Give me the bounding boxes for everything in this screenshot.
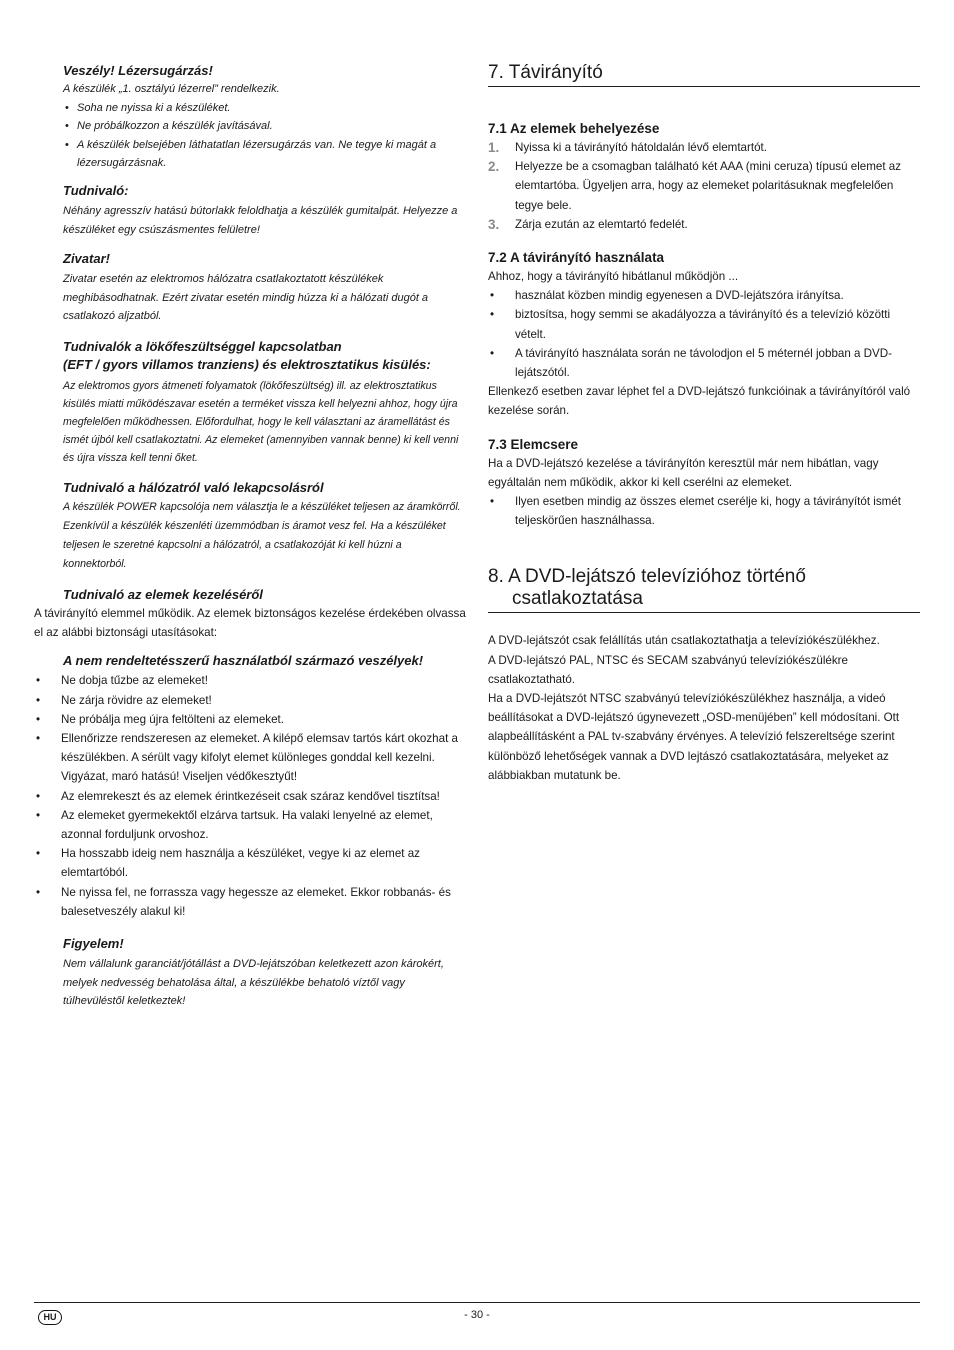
left-column	[34, 62, 466, 1011]
laser-warning-list	[63, 99, 466, 173]
list-item: • Soha ne nyissa ki a készüléket.	[63, 99, 466, 118]
chapter-8-paragraph: Ha a DVD-lejátszót NTSC szabványú televíziókészülékhez használja, a videó beállításokat a DVD-lejátszó úgynevezett „OSD-menüjében” kell módosítani. Ott alapbeállításként a PAL tv-szabvány érvényes. A televízió felszereltsége szerint különböző lehetőségek vannak a DVD lejtászó csatlakoztatására, melyeket az alábbiakban mutatunk be.	[488, 692, 900, 782]
attention-section	[34, 935, 466, 1011]
section-7-2	[488, 249, 920, 421]
footer-divider	[34, 1302, 920, 1303]
list-item: • A készülék belsejében láthatatlan lézersugárzás van. Ne tegye ki magát a lézersugárzásnak.	[63, 136, 466, 173]
section-7-3-text: Ha a DVD-lejátszó kezelése a távirányítón keresztül már nem hibátlan, vagy egyáltalán nem működik, akkor ki kell cserélni az elemeket.	[488, 456, 879, 489]
misuse-title: A nem rendeltetésszerű használatból származó veszélyek!	[63, 653, 424, 669]
chapter-8-paragraph: A DVD-lejátszót csak felállítás után csatlakoztathatja a televíziókészülékhez.	[488, 634, 880, 648]
list-item: • A távirányító használata során ne távolodjon el 5 méternél jobban a DVD-lejátszótól.	[488, 344, 920, 382]
section-7-3-title: 7.3 Elemcsere	[488, 436, 579, 452]
chapter-8-body	[488, 631, 920, 785]
insert-batteries-steps	[488, 138, 920, 234]
list-item: • Az elemeket gyermekektől elzárva tartsuk. Ha valaki lenyelné az elemet, azonnal forduljunk orvoshoz.	[34, 806, 466, 844]
step-number: 2.	[488, 159, 500, 175]
right-column	[488, 62, 920, 785]
attention-title: Figyelem!	[63, 935, 124, 951]
step-text: Helyezze be a csomagban található két AAA (mini ceruza) típusú elemet az elemtartóba. Ügyeljen arra, hogy az elemeket polaritásuknak megfelelően tegye bele.	[515, 160, 902, 212]
section-7-3	[488, 436, 920, 531]
note-title: Tudnivaló:	[63, 182, 129, 198]
batteries-section	[34, 586, 466, 642]
laser-warning-intro: A készülék „1. osztályú lézerrel” rendelkezik.	[63, 83, 280, 95]
mains-text: A készülék POWER kapcsolója nem választja le a készüléket teljesen az áramkörről. Ezenkívül a készülék készenléti üzemmódban is áramot vesz fel. Ha a készüléket teljesen le szeretné kapcsolni a hálózatról, a csatlakozóját ki kell húzni a konnektorból.	[63, 500, 461, 570]
storm-title: Zivatar!	[63, 251, 110, 267]
step-text: Zárja ezután az elemtartó fedelét.	[515, 217, 688, 231]
list-item: • Ne próbálja meg újra feltölteni az elemeket.	[34, 710, 466, 729]
language-badge: HU	[38, 1310, 62, 1325]
surge-title-line1: Tudnivalók a lökőfeszültséggel kapcsolatban	[63, 338, 342, 354]
step-item	[488, 215, 920, 234]
surge-title-line2: (EFT / gyors villamos tranziens) és elektrosztatikus kisülés:	[63, 356, 431, 372]
page-number: - 30 -	[464, 1309, 490, 1321]
laser-warning-title: Veszély! Lézersugárzás!	[63, 63, 213, 78]
note-text: Néhány agresszív hatású bútorlakk feloldhatja a készülék gumitalpát. Helyezze a készüléket egy csúszásmentes felületre!	[63, 204, 458, 236]
storm-section	[34, 250, 466, 326]
batteries-text: A távirányító elemmel működik. Az elemek biztonságos kezelése érdekében olvassa el az alábbi biztonsági utasításokat:	[34, 606, 466, 640]
section-7-1	[488, 120, 920, 234]
list-item: • használat közben mindig egyenesen a DVD-lejátszóra irányítsa.	[488, 286, 920, 305]
list-item: • Ne dobja tűzbe az elemeket!	[34, 671, 466, 690]
chapter-7-title: 7. Távirányító	[488, 62, 920, 87]
list-item: • biztosítsa, hogy semmi se akadályozza a távirányító és a televízió közötti vételt.	[488, 305, 920, 343]
list-item: • Ne zárja rövidre az elemeket!	[34, 691, 466, 710]
chapter-8-title-line1: 8. A DVD-lejátszó televízióhoz történő	[488, 566, 806, 588]
section-7-2-outro: Ellenkező esetben zavar léphet fel a DVD-lejátszó funkcióinak a távirányítóról való kezelése során.	[488, 385, 911, 418]
laser-warning-section	[34, 62, 466, 173]
note-section	[34, 182, 466, 239]
chapter-8-title	[488, 566, 920, 613]
remote-usage-list	[488, 286, 920, 382]
surge-section	[34, 338, 466, 467]
attention-text: Nem vállalunk garanciát/jótállást a DVD-lejátszóban keletkezett azon károkért, melyek nedvesség behatolása által, a készülékbe behatoló víztől vagy túlhevüléstől keletkeztek!	[63, 957, 444, 1008]
section-7-2-intro: Ahhoz, hogy a távirányító hibátlanul működjön ...	[488, 270, 739, 284]
list-item: • Az elemrekeszt és az elemek érintkezéseit csak száraz kendővel tisztítsa!	[34, 787, 466, 806]
list-item: • Ne nyissa fel, ne forrassza vagy hegessze az elemeket. Ekkor robbanás- és balesetveszély alakul ki!	[34, 883, 466, 921]
surge-text: Az elektromos gyors átmeneti folyamatok (lökőfeszültség) ill. az elektrosztatikus kisülés miatti működészavar esetén a terméket vissza kell helyezni ahhoz, hogy újra megfelelően működhessen. Előfordulhat, hogy le kell választani az áramellátást és ismét újból kell csatlakoztatni. Az elemeket (amennyiben vannak benne) ki kell venni és újra vissza kell tenni őket.	[63, 379, 459, 464]
step-item	[488, 157, 920, 215]
step-item	[488, 138, 920, 157]
section-7-1-title: 7.1 Az elemek behelyezése	[488, 121, 660, 136]
chapter-8-title-line2: csatlakoztatása	[512, 588, 643, 610]
batteries-title: Tudnivaló az elemek kezeléséről	[63, 586, 263, 602]
list-item: • Ellenőrizze rendszeresen az elemeket. A kilépő elemsav tartós kárt okozhat a készülékben. A sérült vagy kifolyt elemet különleges gonddal kell kezelni. Vigyázat, maró hatású! Viseljen védőkesztyűt!	[34, 729, 466, 787]
step-number: 1.	[488, 140, 500, 155]
list-item: • Ne próbálkozzon a készülék javításával.	[63, 117, 466, 136]
step-number: 3.	[488, 216, 500, 232]
chapter-8-paragraph: A DVD-lejátszó PAL, NTSC és SECAM szabványú televíziókészülékre csatlakoztatható.	[488, 653, 848, 686]
mains-title: Tudnivaló a hálózatról való lekapcsolásról	[63, 479, 324, 495]
mains-section	[34, 479, 466, 574]
step-text: Nyissa ki a távirányító hátoldalán lévő elemtartót.	[515, 141, 767, 154]
section-7-2-title: 7.2 A távirányító használata	[488, 250, 665, 266]
list-item: • Ilyen esetben mindig az összes elemet cserélje ki, hogy a távirányítót ismét teljeskörűen használhassa.	[488, 492, 920, 530]
battery-replace-list	[488, 492, 920, 530]
misuse-list	[34, 671, 466, 921]
list-item: • Ha hosszabb ideig nem használja a készüléket, vegye ki az elemet az elemtartóból.	[34, 844, 466, 882]
misuse-section	[34, 652, 466, 921]
storm-text: Zivatar esetén az elektromos hálózatra csatlakoztatott készülékek meghibásodhatnak. Ezért zivatar esetén mindig húzza ki a hálózati dugót a csatlakozó aljzatból.	[63, 273, 429, 323]
